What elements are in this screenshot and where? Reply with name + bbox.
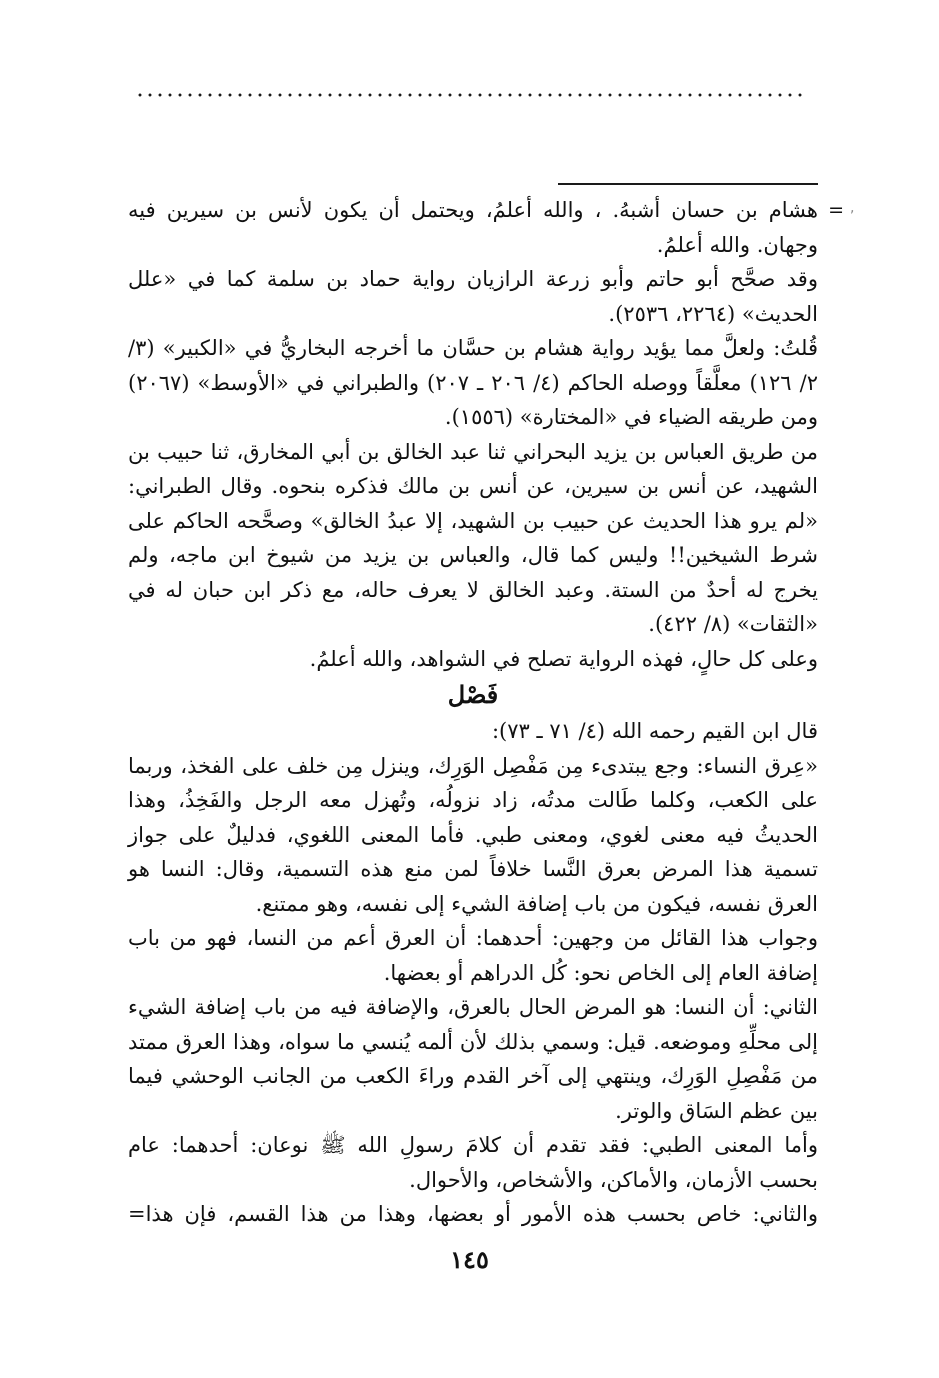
footnote-paragraph: هشام بن حسان أشبهُ. ، والله أعلمُ، ويحتمل أن يكون لأنس بن سيرين فيه وجهان. والله أعلمُ. — [128, 198, 818, 257]
continuation-marker: = — [828, 199, 844, 221]
footnote-first — [128, 193, 844, 262]
footnote-paragraph: وقد صحَّح أبو حاتم وأبو زرعة الرازيان رواية حماد بن سلمة كما في «علل الحديث» (٢٢٦٤، ٢٥٣٦). — [128, 267, 818, 326]
section-heading: فَصْل — [447, 680, 499, 709]
body-paragraph: والثاني: خاص بحسب هذه الأمور أو بعضها، وهذا من هذا القسم، فإن هذا= — [128, 1202, 818, 1226]
body-paragraph: وأما المعنى الطبي: فقد تقدم أن كلامَ رسولِ الله ﷺ نوعان: أحدهما: عام بحسب الأزمان، والأماكن، والأشخاص، والأحوال. — [128, 1133, 818, 1192]
body-paragraph: الثاني: أن النسا: هو المرض الحال بالعرق، والإضافة فيه من باب إضافة الشيء إلى محلِّهِ وموضعه. قيل: وسمي بذلك لأن ألمه يُنسي ما سواه، وهذا العرق ممتد من مَفْصِلِ الوَرِك، وينتهي إلى آخر القدم وراءَ الكعب من الجانب الوحشي فيما بين عظم السَاق والوتر. — [128, 995, 818, 1123]
footnote-text — [128, 193, 844, 1232]
margin-mark: , — [850, 200, 855, 216]
footnote-separator — [558, 183, 818, 185]
footnote-paragraph: قُلتُ: ولعلَّ مما يؤيد رواية هشام بن حسَّان ما أخرجه البخاريُّ في «الكبير» (٣/ ٢/ ١٢٦) معلَّقاً ووصله الحاكم (٤/ ٢٠٦ ـ ٢٠٧) والطبراني في «الأوسط» (٢٠٦٧) ومن طريقه الضياء في «المختارة» (١٥٥٦). — [128, 336, 818, 429]
footnote-paragraph: وعلى كل حالٍ، فهذه الرواية تصلح في الشواهد، والله أعلمُ. — [309, 646, 818, 671]
body-paragraph: وجواب هذا القائل من وجهين: أحدهما: أن العرق أعم من النسا، فهو من باب إضافة العام إلى الخاص نحو: كُل الدراهم أو بعضها. — [128, 926, 818, 985]
body-paragraph: «عِرق النساء: وجع يبتدىء مِن مَفْصِل الوَرِك، وينزل مِن خلف على الفخذ، وربما على الكعب، وكلما طَالت مدتُه، زاد نزولُه، وتُهزل معه الرجل والفَخِذُ، وهذا الحديثُ فيه معنى لغوي، ومعنى طبي. فأما المعنى اللغوي، فدليلٌ على جواز تسمية هذا المرض بعرق النَّسا خلافاً لمن منع هذه التسمية، وقال: النسا هو العرق نفسه، فيكون من باب إضافة الشيء إلى نفسه، وهو ممتنع. — [128, 753, 818, 916]
header-dotted-rule — [135, 92, 805, 98]
footnote-paragraph: من طريق العباس بن يزيد البحراني ثنا عبد الخالق بن أبي المخارق، ثنا حبيب بن الشهيد، عن أنس بن سيرين، عن أنس بن مالك فذكره بنحوه. وقال الطبراني: «لم يرو هذا الحديث عن حبيب بن الشهيد، إلا عبدُ الخالق» وصحَّحه الحاكم على شرط الشيخين!! وليس كما قال، والعباس بن يزيد من شيوخ ابن ماجه، ولم يخرج له أحدٌ من الستة. وعبد الخالق لا يعرف حاله، مع ذكر ابن حبان له في «الثقات» (٨/ ٤٢٢). — [128, 439, 818, 636]
page-number: ١٤٥ — [450, 1245, 489, 1274]
body-paragraph: قال ابن القيم رحمه الله (٤/ ٧١ ـ ٧٣): — [491, 719, 818, 743]
